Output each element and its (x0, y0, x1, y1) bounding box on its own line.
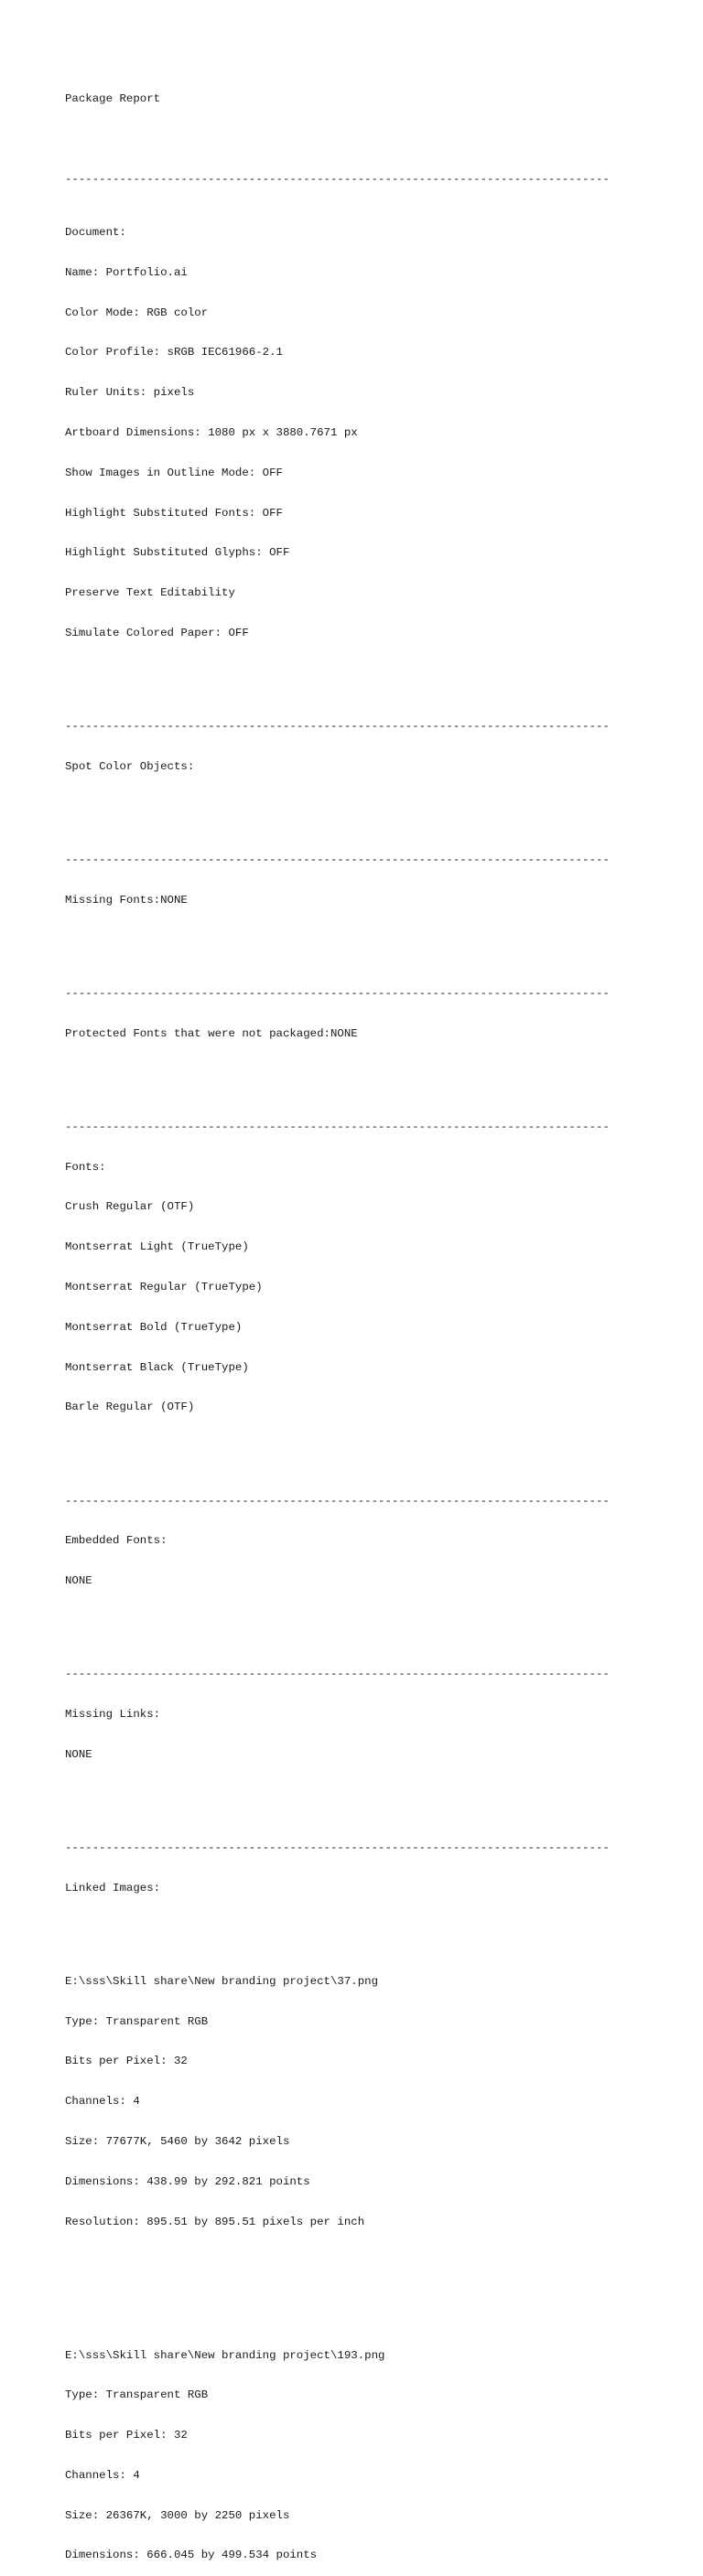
linked-image-size: Size: 77677K, 5460 by 3642 pixels (65, 2135, 290, 2149)
blank-line (65, 934, 687, 948)
linked-image-type: Type: Transparent RGB (65, 2388, 209, 2402)
font-item: Montserrat Bold (TrueType) (65, 1320, 243, 1334)
blank-line (65, 2295, 687, 2309)
separator: -------------------------------------------------------------------------------- (65, 720, 610, 734)
font-item: Barle Regular (OTF) (65, 1401, 195, 1414)
report-title: Package Report (65, 92, 161, 106)
document-outline-mode: Show Images in Outline Mode: OFF (65, 466, 283, 479)
separator: -------------------------------------------------------------------------------- (65, 172, 610, 186)
linked-image-channels: Channels: 4 (65, 2095, 140, 2109)
linked-image-dimensions: Dimensions: 666.045 by 499.534 points (65, 2549, 318, 2562)
document-name: Name: Portfolio.ai (65, 265, 188, 279)
linked-image-channels: Channels: 4 (65, 2468, 140, 2482)
protected-fonts-header: Protected Fonts that were not packaged:NONE (65, 1026, 358, 1040)
separator: -------------------------------------------------------------------------------- (65, 986, 610, 1000)
linked-image-path: E:\sss\Skill share\New branding project\37.png (65, 1974, 379, 1988)
separator: -------------------------------------------------------------------------------- (65, 1841, 610, 1854)
separator: -------------------------------------------------------------------------------- (65, 1668, 610, 1681)
blank-line (65, 1441, 687, 1454)
blank-line (65, 133, 687, 146)
linked-images-header: Linked Images: (65, 1881, 161, 1894)
linked-image-type: Type: Transparent RGB (65, 2014, 209, 2028)
document-artboard-dimensions: Artboard Dimensions: 1080 px x 3880.7671 px (65, 426, 358, 440)
blank-line (65, 2255, 687, 2269)
linked-image-path: E:\sss\Skill share\New branding project\193.png (65, 2348, 385, 2362)
font-item: Montserrat Regular (TrueType) (65, 1281, 263, 1294)
blank-line (65, 800, 687, 814)
package-report (65, 66, 687, 2576)
document-highlight-fonts: Highlight Substituted Fonts: OFF (65, 506, 283, 520)
linked-image-bits: Bits per Pixel: 32 (65, 2055, 188, 2068)
linked-image-bits: Bits per Pixel: 32 (65, 2429, 188, 2442)
document-color-mode: Color Mode: RGB color (65, 306, 209, 319)
document-color-profile: Color Profile: sRGB IEC61966-2.1 (65, 346, 283, 360)
font-item: Montserrat Light (TrueType) (65, 1240, 249, 1254)
separator: -------------------------------------------------------------------------------- (65, 853, 610, 867)
linked-image-resolution: Resolution: 895.51 by 895.51 pixels per inch (65, 2215, 365, 2228)
document-ruler-units: Ruler Units: pixels (65, 386, 195, 400)
separator: -------------------------------------------------------------------------------- (65, 1494, 610, 1508)
embedded-fonts-header: Embedded Fonts: (65, 1534, 168, 1548)
document-highlight-glyphs: Highlight Substituted Glyphs: OFF (65, 546, 290, 560)
spot-color-header: Spot Color Objects: (65, 759, 195, 773)
blank-line (65, 1788, 687, 1802)
separator: -------------------------------------------------------------------------------- (65, 1120, 610, 1133)
font-item: Crush Regular (OTF) (65, 1200, 195, 1214)
linked-image-size: Size: 26367K, 3000 by 2250 pixels (65, 2508, 290, 2522)
document-simulate-paper: Simulate Colored Paper: OFF (65, 626, 249, 639)
document-preserve-text: Preserve Text Editability (65, 586, 235, 600)
missing-fonts-header: Missing Fonts:NONE (65, 893, 188, 907)
missing-links-header: Missing Links: (65, 1708, 161, 1722)
blank-line (65, 1615, 687, 1628)
embedded-fonts-value: NONE (65, 1574, 92, 1588)
missing-links-value: NONE (65, 1747, 92, 1761)
font-item: Montserrat Black (TrueType) (65, 1360, 249, 1374)
linked-image-dimensions: Dimensions: 438.99 by 292.821 points (65, 2174, 310, 2188)
document-header: Document: (65, 226, 126, 240)
blank-line (65, 1068, 687, 1081)
blank-line (65, 1922, 687, 1936)
blank-line (65, 667, 687, 681)
fonts-header: Fonts: (65, 1160, 106, 1174)
